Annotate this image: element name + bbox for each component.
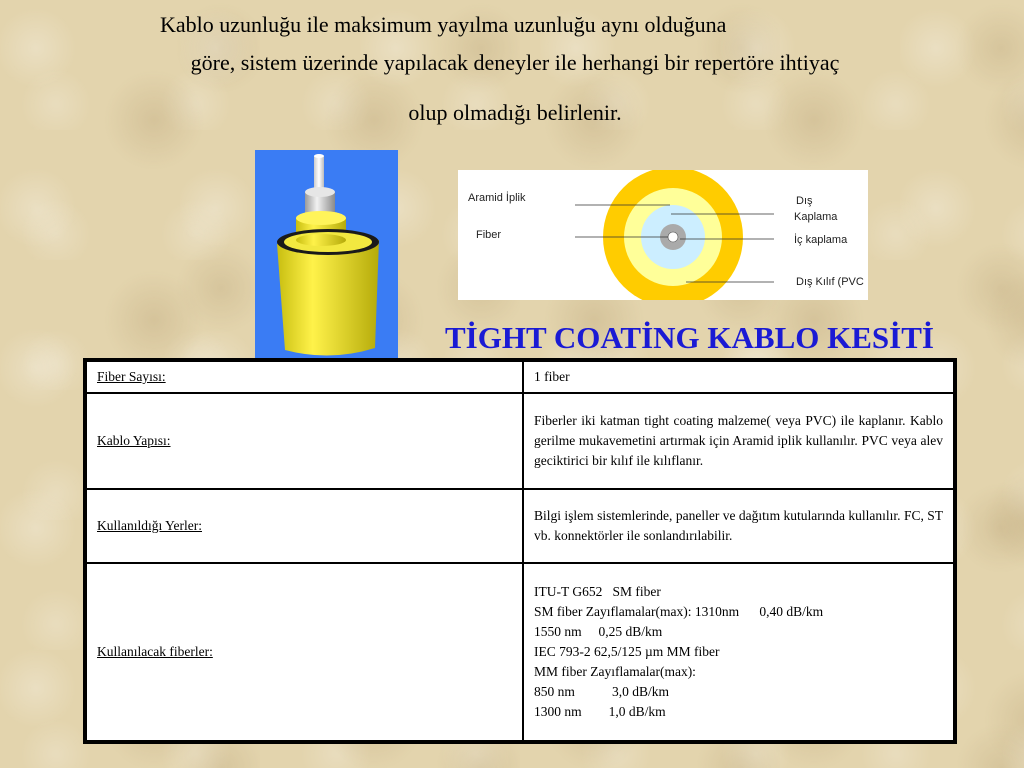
cable-3d-illustration [255, 150, 398, 360]
table-row [86, 393, 954, 489]
row-value [523, 361, 954, 393]
row-key: Kullanıldığı Yerler: [86, 489, 523, 563]
row-key: Kablo Yapısı: [86, 393, 523, 489]
label-aramid: Aramid İplik [468, 192, 526, 204]
label-fiber: Fiber [476, 229, 502, 241]
table-row [86, 563, 954, 741]
label-outer-jacket: Dış Kılıf (PVC [796, 276, 864, 288]
intro-line-3: olup olmadığı belirlenir. [408, 100, 622, 125]
aramid-layer-top [296, 211, 346, 225]
value-line: ITU-T G652 SM fiber [534, 584, 661, 599]
label-outer-coating-1: Dış [796, 195, 813, 207]
label-inner-coating: İç kaplama [794, 234, 848, 246]
cross-section-svg [458, 170, 868, 300]
row-key: Fiber Sayısı: [86, 361, 523, 393]
value-line: 1300 nm 1,0 dB/km [534, 704, 666, 719]
cable-3d-svg [255, 150, 398, 360]
outer-jacket-shape [277, 240, 379, 356]
row-value: Bilgi işlem sistemlerinde, paneller ve dağıtım kutularında kullanılır. FC, ST vb. konnektörler ile sonlandırılabilir. [523, 489, 954, 563]
cable-cross-section-diagram [458, 170, 868, 300]
row-value [523, 563, 954, 741]
value-line: MM fiber Zayıflamalar(max): [534, 664, 696, 679]
coating-top [305, 187, 335, 197]
fiber-core-circle [668, 232, 678, 242]
intro-line-1: Kablo uzunluğu ile maksimum yayılma uzunluğu aynı olduğuna [160, 12, 727, 37]
section-title: TİGHT COATİNG KABLO KESİTİ [445, 320, 934, 355]
row-key: Kullanılacak fiberler: [86, 563, 523, 741]
value-line: 850 nm 3,0 dB/km [534, 684, 670, 699]
value-line: 1 fiber [534, 369, 570, 384]
spec-table [83, 358, 957, 744]
intro-line-2: göre, sistem üzerinde yapılacak deneyler ile herhangi bir repertöre ihtiyaç [190, 50, 840, 75]
value-line: SM fiber Zayıflamalar(max): 1310nm 0,40 dB/km [534, 604, 824, 619]
label-outer-coating-2: Kaplama [794, 211, 838, 223]
table-row [86, 361, 954, 393]
value-line: IEC 793-2 62,5/125 µm MM fiber [534, 644, 720, 659]
aramid-base [296, 234, 346, 246]
value-line: 1550 nm 0,25 dB/km [534, 624, 663, 639]
intro-text [60, 6, 970, 132]
table-row [86, 489, 954, 563]
row-value: Fiberler iki katman tight coating malzeme( veya PVC) ile kaplanır. Kablo gerilme mukavemetini artırmak için Aramid iplik kullanılır. PVC veya alev geciktirici bir kılıf ile kılıflanır. [523, 393, 954, 489]
fiber-core-top [314, 154, 324, 158]
